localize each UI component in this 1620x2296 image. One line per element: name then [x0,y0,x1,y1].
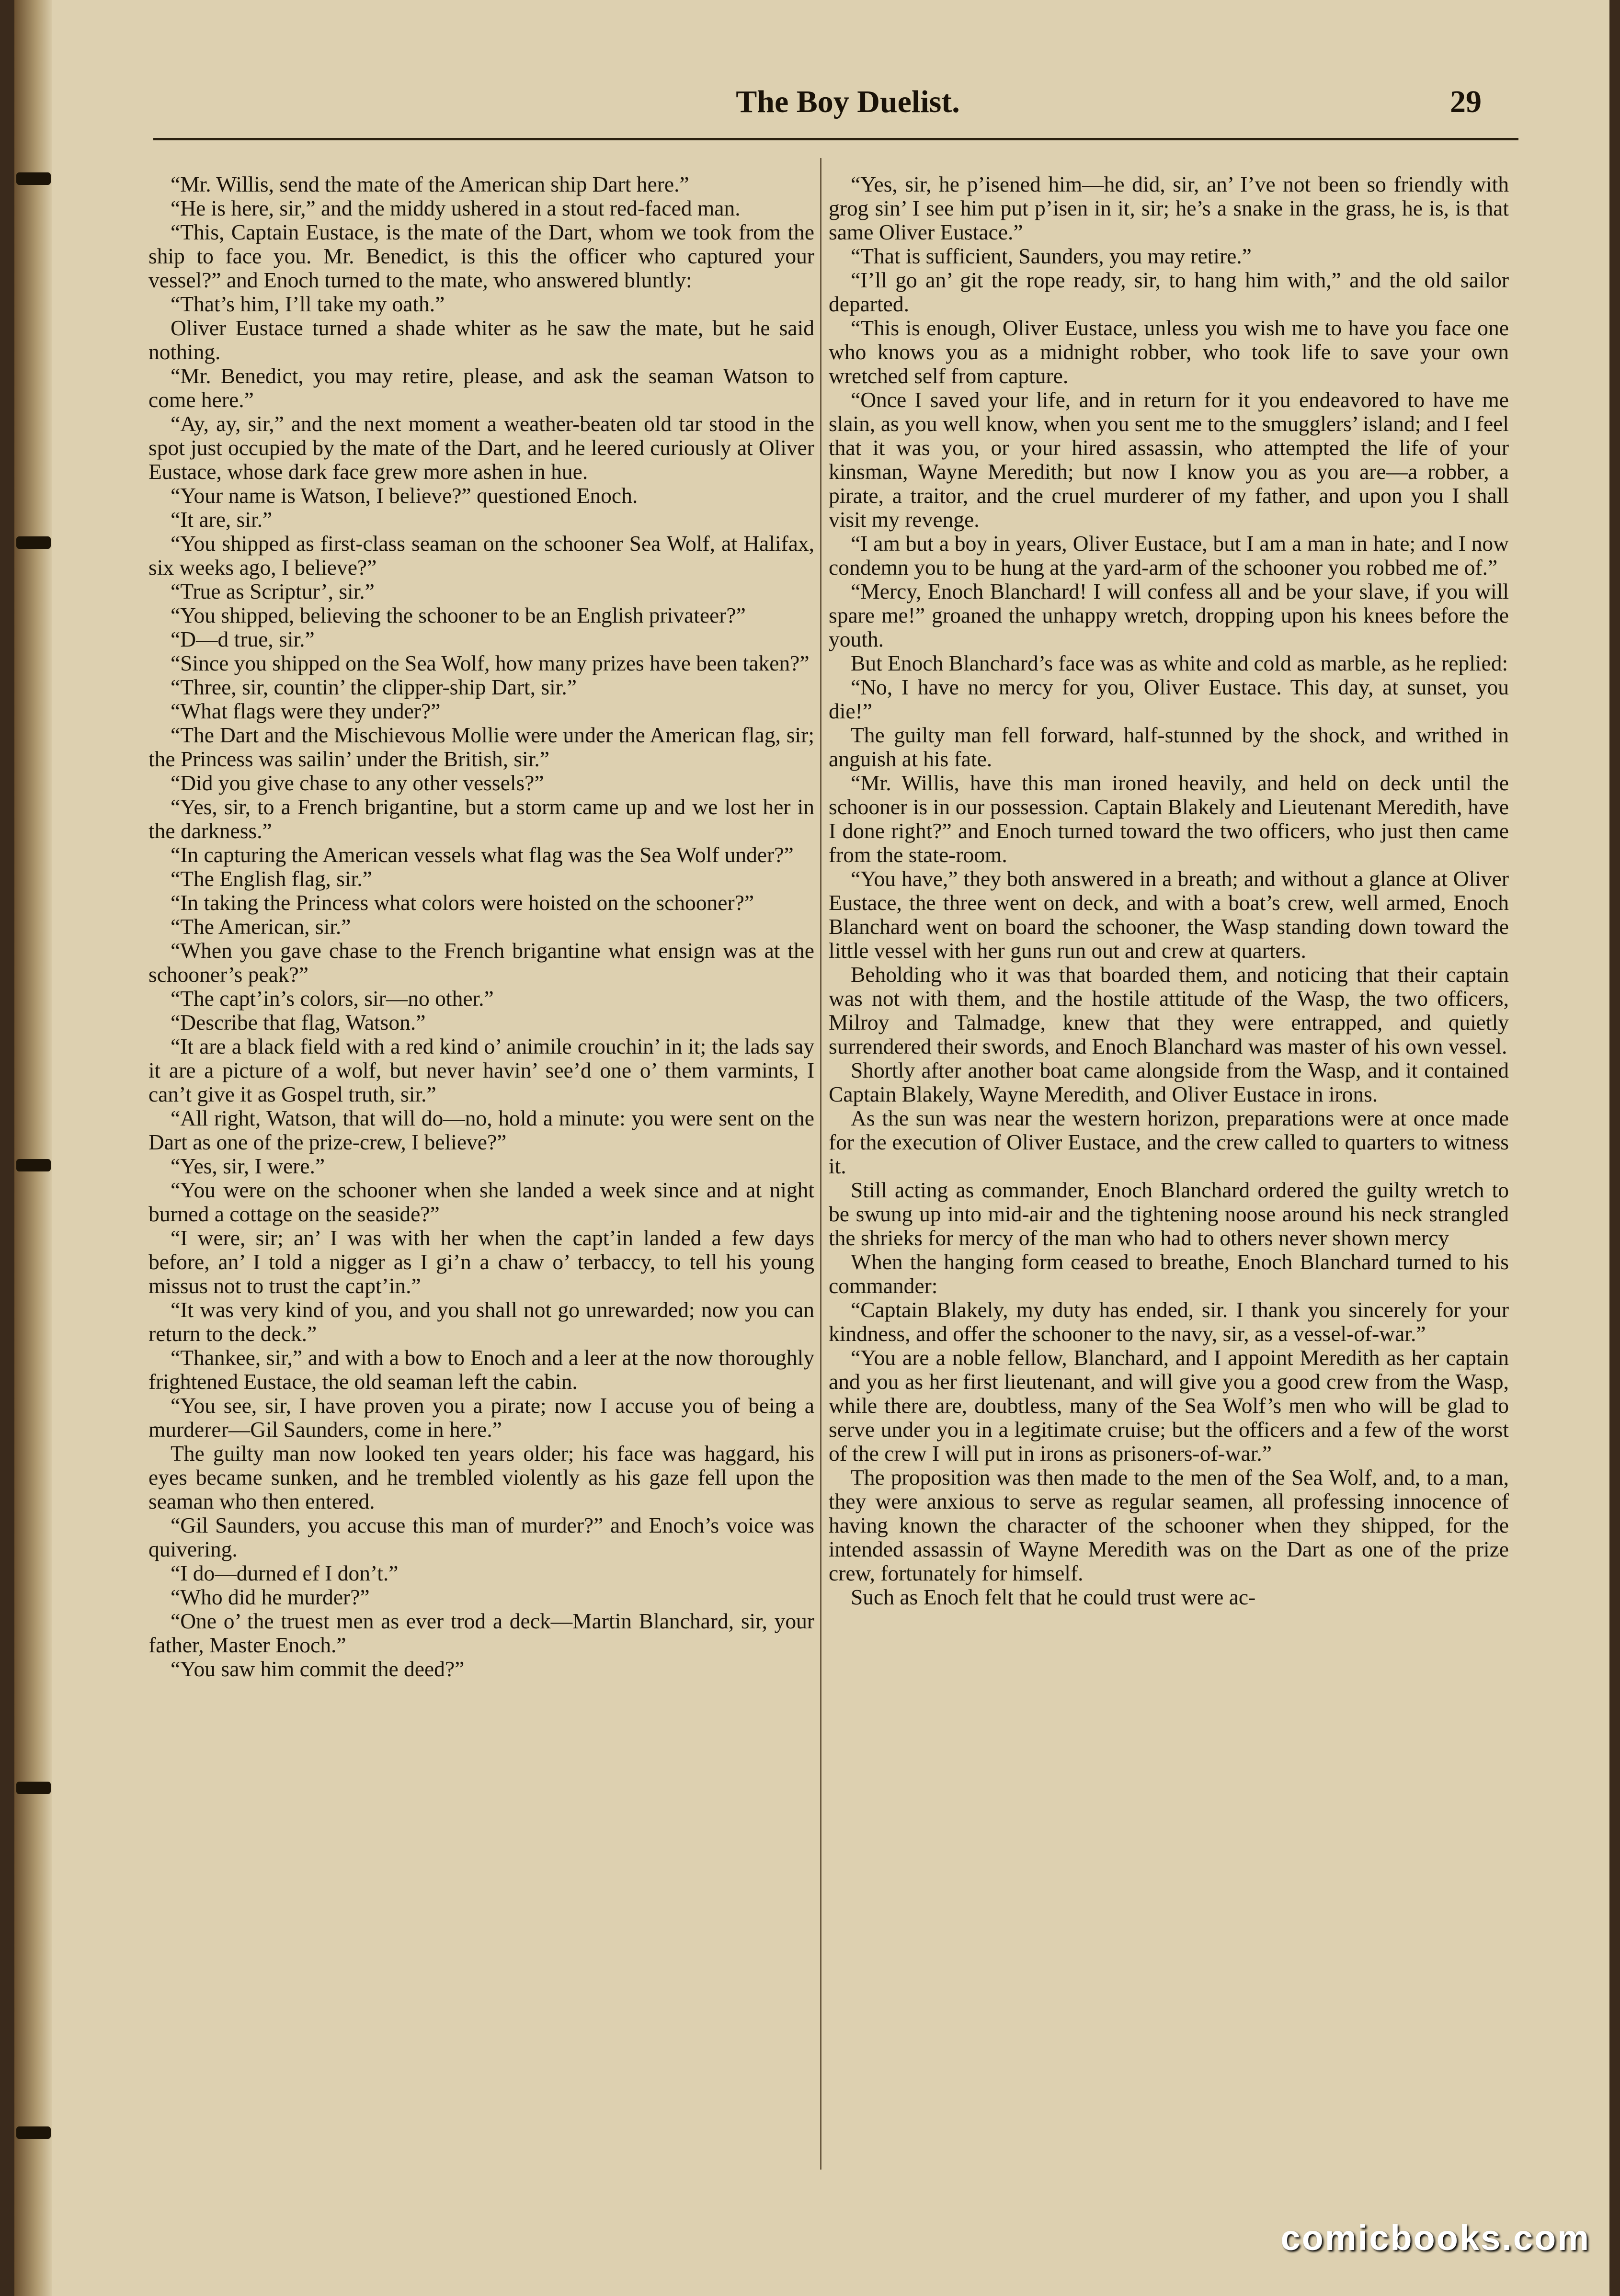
paragraph: “Mr. Willis, send the mate of the American ship Dart here.” [171,172,689,196]
paragraph: The proposition was then made to the men of the Sea Wolf, and, to a man, they were anxious to serve as regular seamen, all professing innocence of having known the character of the schooner when they shipped, for the intended assassin of Wayne Meredith was on the Dart as one of the prize crew, fortunately for himself. [829,1465,1509,1585]
paragraph: “When you gave chase to the French brigantine what ensign was at the schooner’s peak?” [148,938,814,987]
paragraph: “One o’ the truest men as ever trod a deck—Martin Blanchard, sir, your father, Master Enoch.” [148,1609,814,1657]
right-text-column [829,172,1509,2165]
paragraph: “You see, sir, I have proven you a pirate; now I accuse you of being a murderer—Gil Saunders, come in here.” [148,1393,814,1442]
binding-spine [14,0,52,2296]
page-number: 29 [1450,84,1482,119]
paragraph: “Mr. Willis, have this man ironed heavily, and held on deck until the schooner is in our possession. Captain Blakely and Lieutenant Meredith, have I done right?” and Enoch turned toward the two officers, who just then came from the state-room. [829,771,1509,867]
paragraph: “You shipped as first-class seaman on the schooner Sea Wolf, at Halifax, six weeks ago, I believe?” [148,531,814,580]
paragraph: “That is sufficient, Saunders, you may retire.” [851,244,1252,268]
paragraph: “Three, sir, countin’ the clipper-ship Dart, sir.” [171,675,577,699]
paragraph: “I am but a boy in years, Oliver Eustace, but I am a man in hate; and I now condemn you to be hung at the yard-arm of the schooner you robbed me of.” [829,531,1509,580]
binding-stitch [16,1159,51,1171]
page [14,0,1609,2296]
paragraph: Shortly after another boat came alongside from the Wasp, and it contained Captain Blakely, Wayne Meredith, and Oliver Eustace in irons. [829,1058,1509,1106]
paragraph: “It are, sir.” [171,507,273,532]
binding-stitch [16,172,51,185]
paragraph: “This is enough, Oliver Eustace, unless you wish me to have you face one who knows you as a midnight robber, who took life to save your own wretched self from capture. [829,316,1509,388]
paragraph: The guilty man now looked ten years older; his face was haggard, his eyes became sunken, and he trembled violently as his gaze fell upon the seaman who then entered. [148,1441,814,1513]
paragraph: “You have,” they both answered in a breath; and without a glance at Oliver Eustace, the three went on deck, and with a boat’s crew, well armed, Enoch Blanchard went on board the schooner, the Wasp standing down toward the little vessel with her guns run out and crew at quarters. [829,866,1509,963]
paragraph: But Enoch Blanchard’s face was as white and cold as marble, as he replied: [851,651,1508,675]
paragraph: “I do—durned ef I don’t.” [171,1561,399,1585]
paragraph: “Ay, ay, sir,” and the next moment a weather-beaten old tar stood in the spot just occupied by the mate of the Dart, and he leered curiously at Oliver Eustace, whose dark face grew more ashen in hue. [148,411,814,484]
paragraph: “Who did he murder?” [171,1585,370,1609]
paragraph: “Did you give chase to any other vessels?” [171,771,544,795]
header-rule [153,138,1518,140]
paragraph: “This, Captain Eustace, is the mate of the Dart, whom we took from the ship to face you. Mr. Benedict, is this the officer who captured your vessel?” and Enoch turned to the mate, who answered bluntly: [148,220,814,292]
paragraph: “What flags were they under?” [171,699,441,723]
paragraph: As the sun was near the western horizon, preparations were at once made for the execution of Oliver Eustace, and the crew called to quarters to witness it. [829,1106,1509,1178]
paragraph: “You are a noble fellow, Blanchard, and I appoint Meredith as her captain and you as her first lieutenant, and will give you a good crew from the Wasp, while there are, doubtless, many of the Sea Wolf’s men who will be glad to serve under you in a legitimate cruise; but the officers and a few of the worst of the crew I will put in irons as prisoners-of-war.” [829,1345,1509,1466]
paragraph: “Describe that flag, Watson.” [171,1010,426,1034]
paragraph: “In capturing the American vessels what flag was the Sea Wolf under?” [171,842,794,867]
paragraph: “It are a black field with a red kind o’ animile crouchin’ in it; the lads say it are a picture of a wolf, but never havin’ see’d one o’ them varmints, I can’t give it as Gospel truth, sir.” [148,1034,814,1106]
paragraph: The guilty man fell forward, half-stunned by the shock, and writhed in anguish at his fate. [829,723,1509,771]
paragraph: “The English flag, sir.” [171,866,372,891]
paragraph: When the hanging form ceased to breathe, Enoch Blanchard turned to his commander: [829,1250,1509,1298]
paragraph: Still acting as commander, Enoch Blanchard ordered the guilty wretch to be swung up into mid-air and the tightening noose around his neck strangled the shrieks for mercy of the man who had to others never shown mercy [829,1178,1509,1250]
paragraph: “You were on the schooner when she landed a week since and at night burned a cottage on the seaside?” [148,1178,814,1226]
paragraph: Such as Enoch felt that he could trust were ac- [851,1585,1256,1609]
paragraph: “True as Scriptur’, sir.” [171,579,375,603]
paragraph: “The capt’in’s colors, sir—no other.” [171,986,494,1011]
paragraph: “Thankee, sir,” and with a bow to Enoch and a leer at the now thoroughly frightened Eustace, the old seaman left the cabin. [148,1345,814,1394]
paragraph: “Mercy, Enoch Blanchard! I will confess all and be your slave, if you will spare me!” groaned the unhappy wretch, dropping upon his knees before the youth. [829,579,1509,651]
paragraph: “That’s him, I’ll take my oath.” [171,292,445,316]
paragraph: “Mr. Benedict, you may retire, please, and ask the seaman Watson to come here.” [148,364,814,412]
binding-stitch [16,2126,51,2139]
paragraph: “D—d true, sir.” [171,627,315,651]
paragraph: “Since you shipped on the Sea Wolf, how many prizes have been taken?” [171,651,810,675]
paragraph: “Your name is Watson, I believe?” questioned Enoch. [171,483,638,508]
paragraph: Beholding who it was that boarded them, and noticing that their captain was not with them, and the hostile attitude of the Wasp, the two officers, Milroy and Talmadge, knew that they were entrapped, and quietly surrendered their swords, and Enoch Blanchard was master of his own vessel. [829,962,1509,1058]
paragraph: “Yes, sir, he p’isened him—he did, sir, an’ I’ve not been so friendly with grog sin’ I see him put p’isen in it, sir; he’s a snake in the grass, he is, is that same Oliver Eustace.” [829,172,1509,244]
paragraph: “Gil Saunders, you accuse this man of murder?” and Enoch’s voice was quivering. [148,1513,814,1561]
left-text-column [148,172,814,2165]
paragraph: “Yes, sir, I were.” [171,1154,325,1178]
paragraph: Oliver Eustace turned a shade whiter as he saw the mate, but he said nothing. [148,316,814,364]
binding-stitch [16,536,51,549]
paragraph: “He is here, sir,” and the middy ushered in a stout red-faced man. [171,196,741,220]
running-title: The Boy Duelist. [736,84,960,119]
binding-stitch [16,1782,51,1794]
paragraph: “Yes, sir, to a French brigantine, but a storm came up and we lost her in the darkness.” [148,795,814,843]
paragraph: “I’ll go an’ git the rope ready, sir, to hang him with,” and the old sailor departed. [829,268,1509,316]
watermark-logo: comicbooks.com [1280,2218,1590,2258]
paragraph: “No, I have no mercy for you, Oliver Eustace. This day, at sunset, you die!” [829,675,1509,723]
paragraph: “You shipped, believing the schooner to be an English privateer?” [171,603,746,627]
paragraph: “All right, Watson, that will do—no, hold a minute: you were sent on the Dart as one of the prize-crew, I believe?” [148,1106,814,1154]
paragraph: “Once I saved your life, and in return for it you endeavored to have me slain, as you well know, when you sent me to the smugglers’ island; and I feel that it was you, or your hired assassin, who attempted the life of your kinsman, Wayne Meredith; but now I know you as you are—a robber, a pirate, a traitor, and the cruel murderer of my father, and upon you I shall visit my revenge. [829,387,1509,532]
paragraph: “Captain Blakely, my duty has ended, sir. I thank you sincerely for your kindness, and offer the schooner to the navy, sir, as a vessel-of-war.” [829,1297,1509,1346]
paragraph: “The American, sir.” [171,914,351,939]
paragraph: “In taking the Princess what colors were hoisted on the schooner?” [171,890,754,915]
paragraph: “The Dart and the Mischievous Mollie were under the American flag, sir; the Princess was sailin’ under the British, sir.” [148,723,814,771]
paragraph: “You saw him commit the deed?” [171,1657,465,1681]
paragraph: “I were, sir; an’ I was with her when the capt’in landed a few days before, an’ I told a nigger as I gi’n a chaw o’ terbaccy, to tell his young missus not to trust the capt’in.” [148,1226,814,1298]
column-divider [820,158,821,2170]
paragraph: “It was very kind of you, and you shall not go unrewarded; now you can return to the deck.” [148,1297,814,1346]
